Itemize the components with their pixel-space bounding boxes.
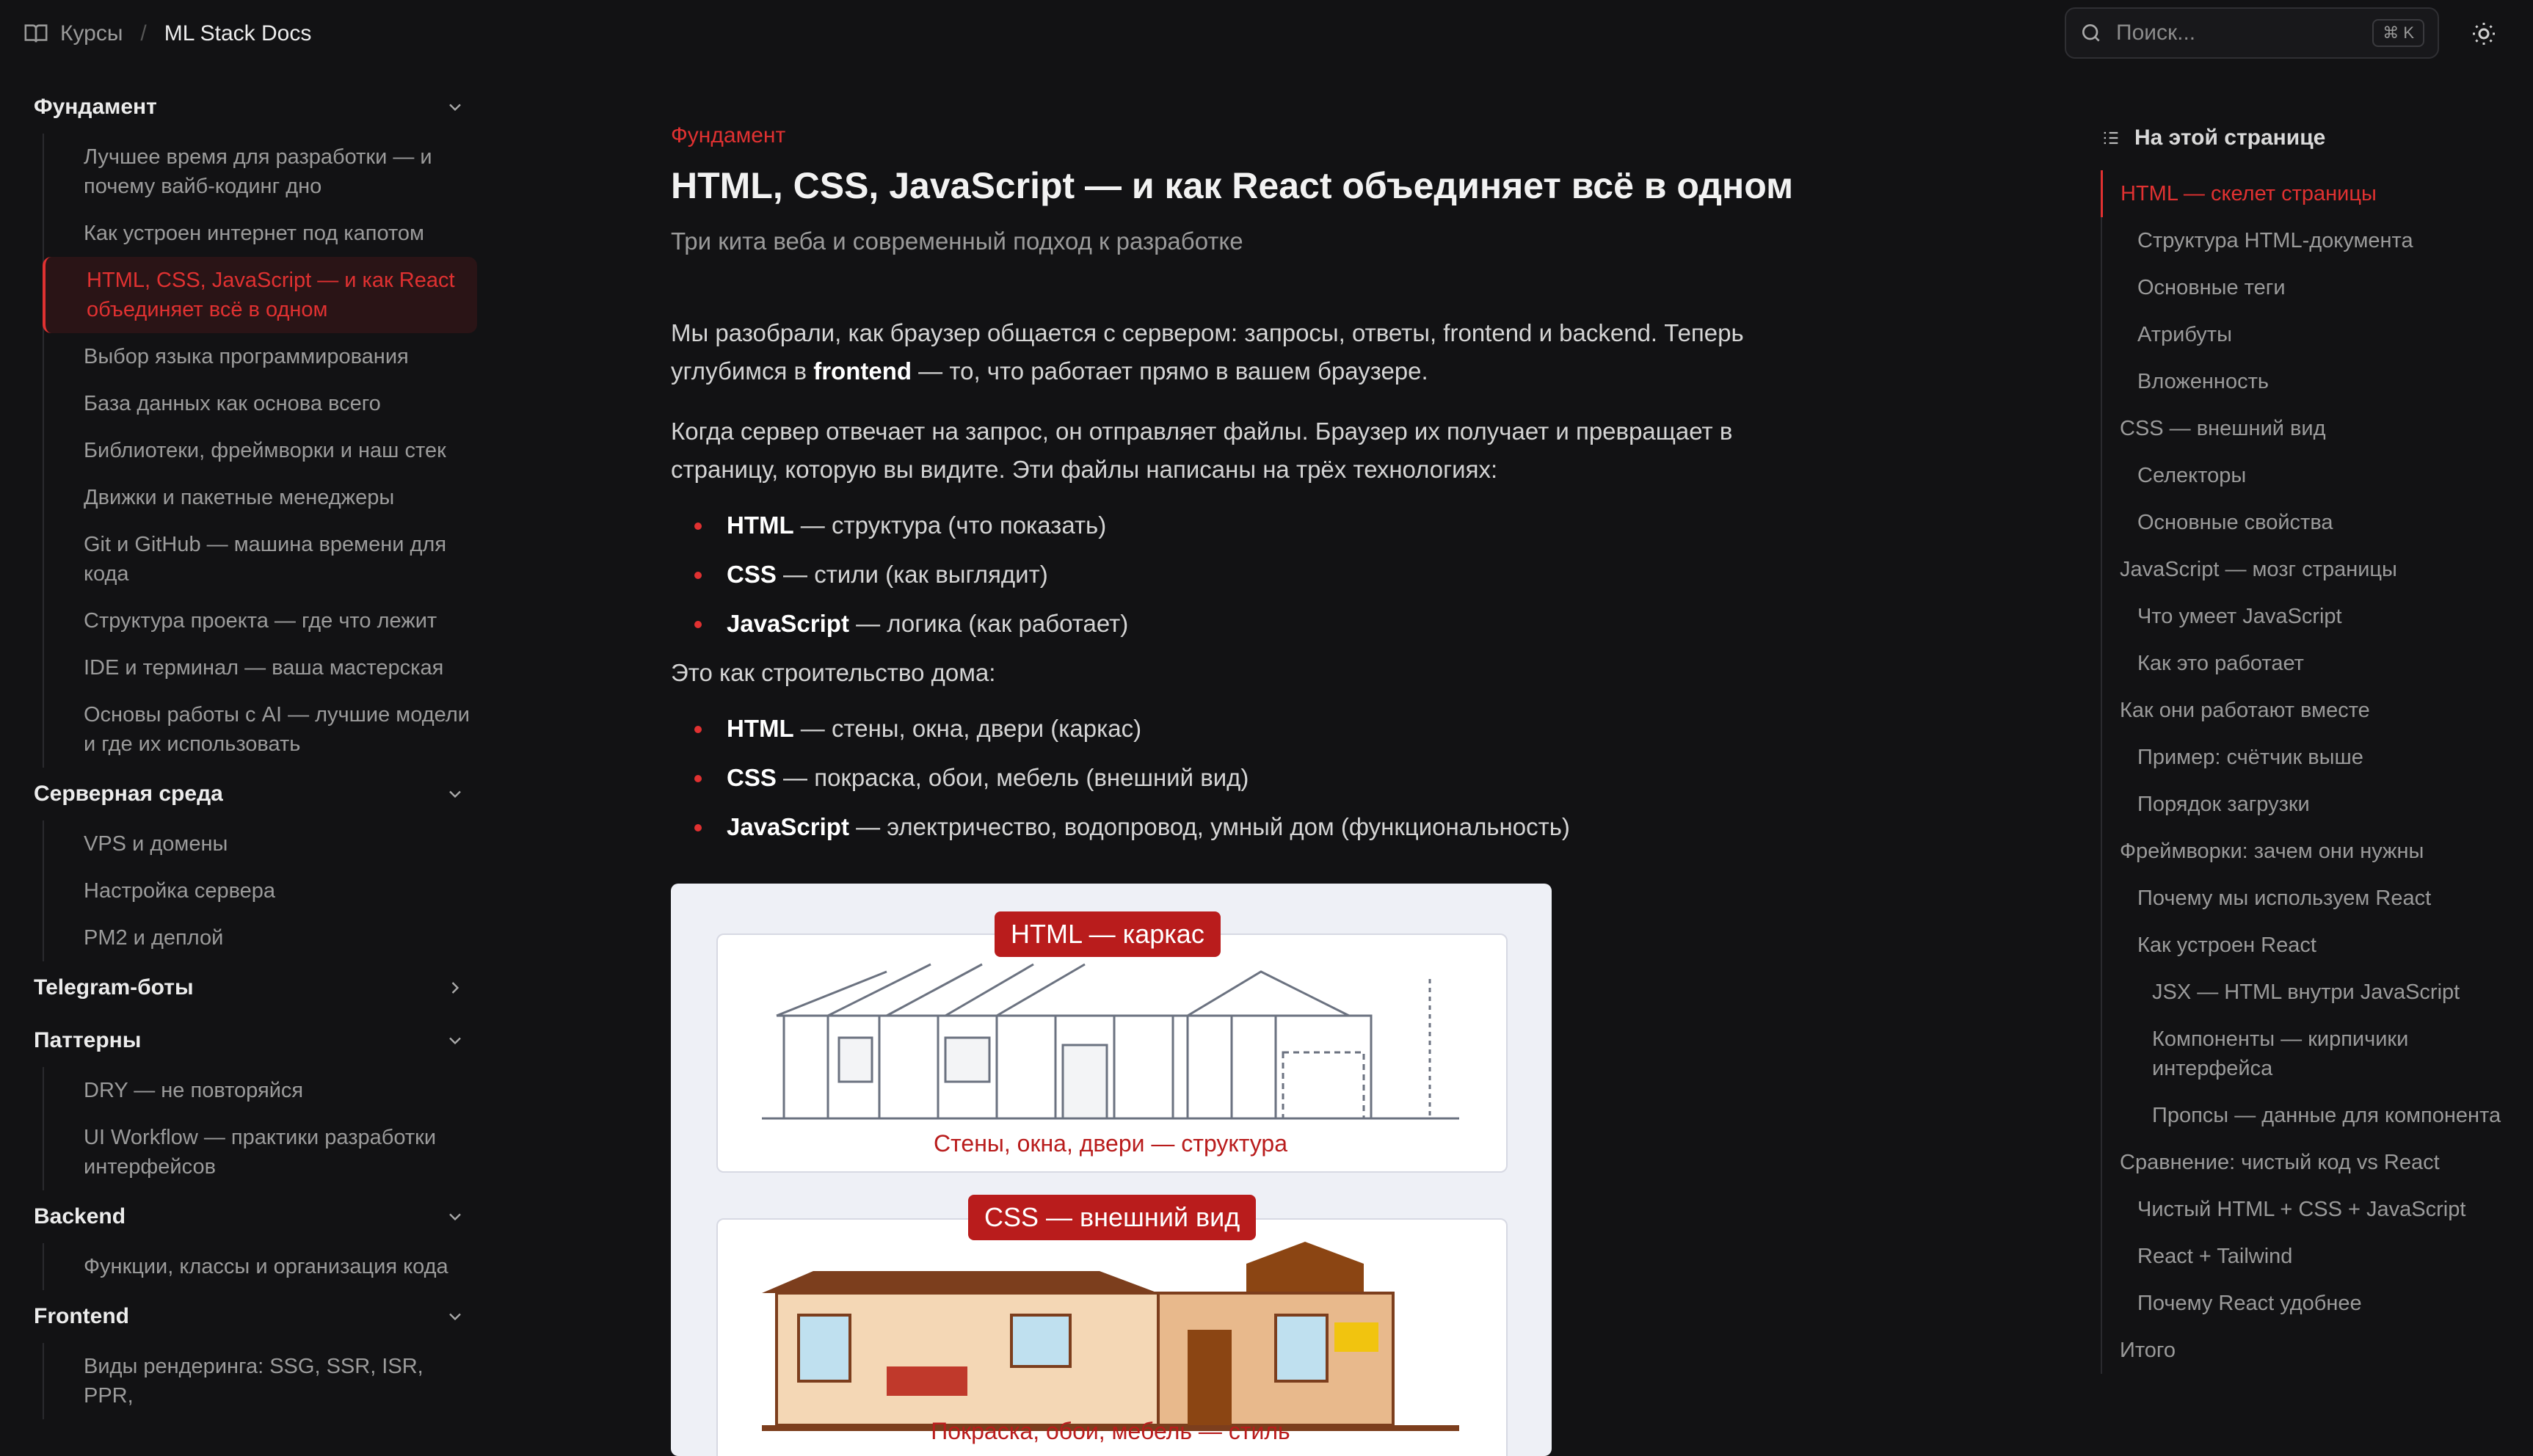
toc-item[interactable]: Сравнение: чистый код vs React — [2120, 1151, 2440, 1174]
list-item — [671, 506, 1845, 545]
sidebar-item[interactable]: Библиотеки, фреймворки и наш стек — [84, 439, 446, 462]
toc-item[interactable]: Основные теги — [2137, 276, 2286, 299]
sidebar-item[interactable]: IDE и терминал — ваша мастерская — [84, 656, 444, 680]
list-item — [671, 759, 1845, 797]
sidebar-section-title: Frontend — [34, 1304, 129, 1328]
sidebar-section-items — [43, 134, 477, 768]
list-item-text: — стили (как выглядит) — [776, 561, 1048, 588]
page-subtitle: Три кита веба и современный подход к разработке — [671, 228, 1243, 255]
toc-list — [2101, 170, 2512, 1374]
toc-item[interactable]: Почему мы используем React — [2137, 887, 2432, 910]
toc-item[interactable]: Как они работают вместе — [2120, 699, 2370, 722]
search-input[interactable] — [2065, 7, 2439, 59]
css-caption: Покраска, обои, мебель — стиль — [931, 1418, 1290, 1444]
paragraph-intro — [671, 314, 1845, 390]
sidebar-section-header[interactable] — [22, 1290, 477, 1343]
search-placeholder: Поиск... — [2116, 21, 2196, 45]
list-item-text: — стены, окна, двери (каркас) — [793, 715, 1142, 742]
house-list — [671, 710, 1845, 846]
table-of-contents — [2101, 123, 2512, 1374]
chevron-down-icon — [445, 784, 465, 804]
sidebar-section-items — [43, 1243, 477, 1290]
list-item — [671, 710, 1845, 748]
sidebar-item[interactable]: Как устроен интернет под капотом — [84, 222, 424, 245]
paragraph-intro-bold: frontend — [813, 357, 912, 385]
search-icon — [2079, 21, 2103, 45]
toc-item[interactable]: React + Tailwind — [2137, 1245, 2293, 1268]
list-item-term: CSS — [727, 764, 777, 791]
sidebar-section-items — [43, 1067, 477, 1190]
toc-item[interactable]: Чистый HTML + CSS + JavaScript — [2137, 1198, 2466, 1221]
paragraph-analogy: Это как строительство дома: — [671, 659, 996, 686]
list-item-text: — электричество, водопровод, умный дом (функциональность) — [848, 813, 1570, 840]
toc-item[interactable]: HTML — скелет страницы — [2101, 170, 2512, 217]
css-badge: CSS — внешний вид — [968, 1195, 1256, 1240]
sidebar-section-items — [43, 820, 477, 961]
sidebar-section-title: Backend — [34, 1204, 126, 1228]
toc-item[interactable]: JavaScript — мозг страницы — [2120, 558, 2397, 581]
sidebar-item[interactable]: VPS и домены — [84, 832, 228, 856]
paragraph-files: Когда сервер отвечает на запрос, он отправляет файлы. Браузер их получает и превращает в страницу, которую вы видите. Эти файлы написаны на трёх технологиях: — [671, 418, 1733, 483]
list-item-term: HTML — [727, 715, 794, 742]
sidebar-section-header[interactable] — [22, 1014, 477, 1067]
list-icon — [2101, 128, 2121, 148]
sidebar-item[interactable]: PM2 и деплой — [84, 926, 224, 950]
chevron-down-icon — [445, 1206, 465, 1227]
breadcrumb — [23, 19, 311, 48]
list-item — [671, 808, 1845, 846]
toc-item[interactable]: Как устроен React — [2137, 933, 2316, 957]
list-item-text: — покраска, обои, мебель (внешний вид) — [776, 764, 1249, 791]
toc-item[interactable]: Что умеет JavaScript — [2137, 605, 2342, 628]
sidebar-item[interactable]: Выбор языка программирования — [84, 345, 409, 368]
sidebar-item[interactable]: Основы работы с AI — лучшие модели и где их использовать — [84, 703, 470, 756]
category-label[interactable]: Фундамент — [671, 123, 786, 148]
sidebar-item[interactable]: Движки и пакетные менеджеры — [84, 486, 395, 509]
toc-item[interactable]: Почему React удобнее — [2137, 1292, 2362, 1315]
sidebar-item[interactable]: HTML, CSS, JavaScript — и как React объединяет всё в одном — [43, 257, 477, 333]
sidebar-section-header[interactable] — [22, 81, 477, 134]
toc-item[interactable]: Вложенность — [2137, 370, 2269, 393]
sidebar-item[interactable]: База данных как основа всего — [84, 392, 381, 415]
top-bar — [0, 0, 2533, 68]
toc-item[interactable]: Основные свойства — [2137, 511, 2333, 534]
toc-heading-label: На этой странице — [2134, 125, 2326, 150]
list-item-term: JavaScript — [727, 610, 849, 637]
toc-item[interactable]: Пропсы — данные для компонента — [2152, 1104, 2501, 1127]
sidebar-item[interactable]: UI Workflow — практики разработки интерфейсов — [84, 1126, 437, 1179]
list-item-term: CSS — [727, 561, 777, 588]
paragraph-intro-c: — то, что работает прямо в вашем браузере. — [912, 357, 1428, 385]
toc-heading — [2101, 123, 2512, 153]
list-item-term: HTML — [727, 512, 794, 539]
sidebar-item[interactable]: Git и GitHub — машина времени для кода — [84, 533, 447, 586]
sidebar-item[interactable]: Лучшее время для разработки — и почему вайб-кодинг дно — [84, 145, 432, 198]
sidebar-section-title: Фундамент — [34, 95, 157, 119]
toc-item[interactable]: Компоненты — кирпичики интерфейса — [2152, 1027, 2409, 1080]
html-caption: Стены, окна, двери — структура — [934, 1130, 1287, 1157]
toc-item[interactable]: Селекторы — [2137, 464, 2247, 487]
list-item-text: — структура (что показать) — [793, 512, 1107, 539]
chevron-right-icon — [445, 978, 465, 998]
sidebar-section-title: Паттерны — [34, 1028, 142, 1052]
toc-item[interactable]: Итого — [2120, 1339, 2176, 1362]
toc-item[interactable]: Пример: счётчик выше — [2137, 746, 2363, 769]
toc-item[interactable]: Структура HTML-документа — [2137, 229, 2413, 252]
page-title: HTML, CSS, JavaScript — и как React объединяет всё в одном — [671, 165, 1794, 206]
book-icon — [23, 21, 48, 46]
list-item — [671, 605, 1845, 643]
sidebar-item[interactable]: Виды рендеринга: SSG, SSR, ISR, PPR, — [84, 1355, 424, 1408]
toc-item[interactable]: Порядок загрузки — [2137, 793, 2310, 816]
toc-item[interactable]: CSS — внешний вид — [2120, 417, 2326, 440]
toc-item[interactable]: Фреймворки: зачем они нужны — [2120, 840, 2424, 863]
sidebar-section-items — [43, 1343, 477, 1419]
chevron-down-icon — [445, 1030, 465, 1051]
main-content — [671, 123, 1845, 857]
sidebar-item[interactable]: Функции, классы и организация кода — [84, 1255, 448, 1278]
chevron-down-icon — [445, 97, 465, 117]
toc-item[interactable]: Атрибуты — [2137, 323, 2232, 346]
toc-item[interactable]: JSX — HTML внутри JavaScript — [2152, 980, 2460, 1004]
sidebar-item[interactable]: Настройка сервера — [84, 879, 276, 903]
breadcrumb-separator: / — [140, 21, 147, 46]
paragraph-intro-a: Мы разобрали, как браузер общается с сервером: запросы, ответы, frontend и backend. Теперь углубимся в — [671, 319, 1744, 385]
sidebar-nav — [22, 81, 477, 1419]
breadcrumb-courses-link[interactable]: Курсы — [60, 21, 123, 46]
sidebar-item[interactable]: DRY — не повторяйся — [84, 1079, 304, 1102]
breadcrumb-current[interactable]: ML Stack Docs — [164, 21, 312, 46]
list-item-term: JavaScript — [727, 813, 849, 840]
list-item — [671, 556, 1845, 594]
sidebar-section-header[interactable] — [22, 1190, 477, 1243]
html-badge: HTML — каркас — [995, 911, 1221, 957]
chevron-down-icon — [445, 1306, 465, 1327]
sidebar-item[interactable]: Структура проекта — где что лежит — [84, 609, 437, 633]
sidebar-section-title: Серверная среда — [34, 782, 223, 806]
search-shortcut-badge: ⌘ K — [2372, 19, 2424, 47]
sidebar-section-header[interactable] — [22, 768, 477, 820]
sun-icon[interactable] — [2471, 21, 2497, 47]
toc-item[interactable]: Как это работает — [2137, 652, 2304, 675]
list-item-text: — логика (как работает) — [848, 610, 1129, 637]
sidebar-section-header[interactable] — [22, 961, 477, 1014]
house-illustration — [671, 884, 1552, 1456]
sidebar-section-title: Telegram-боты — [34, 975, 194, 1000]
tech-list — [671, 506, 1845, 643]
